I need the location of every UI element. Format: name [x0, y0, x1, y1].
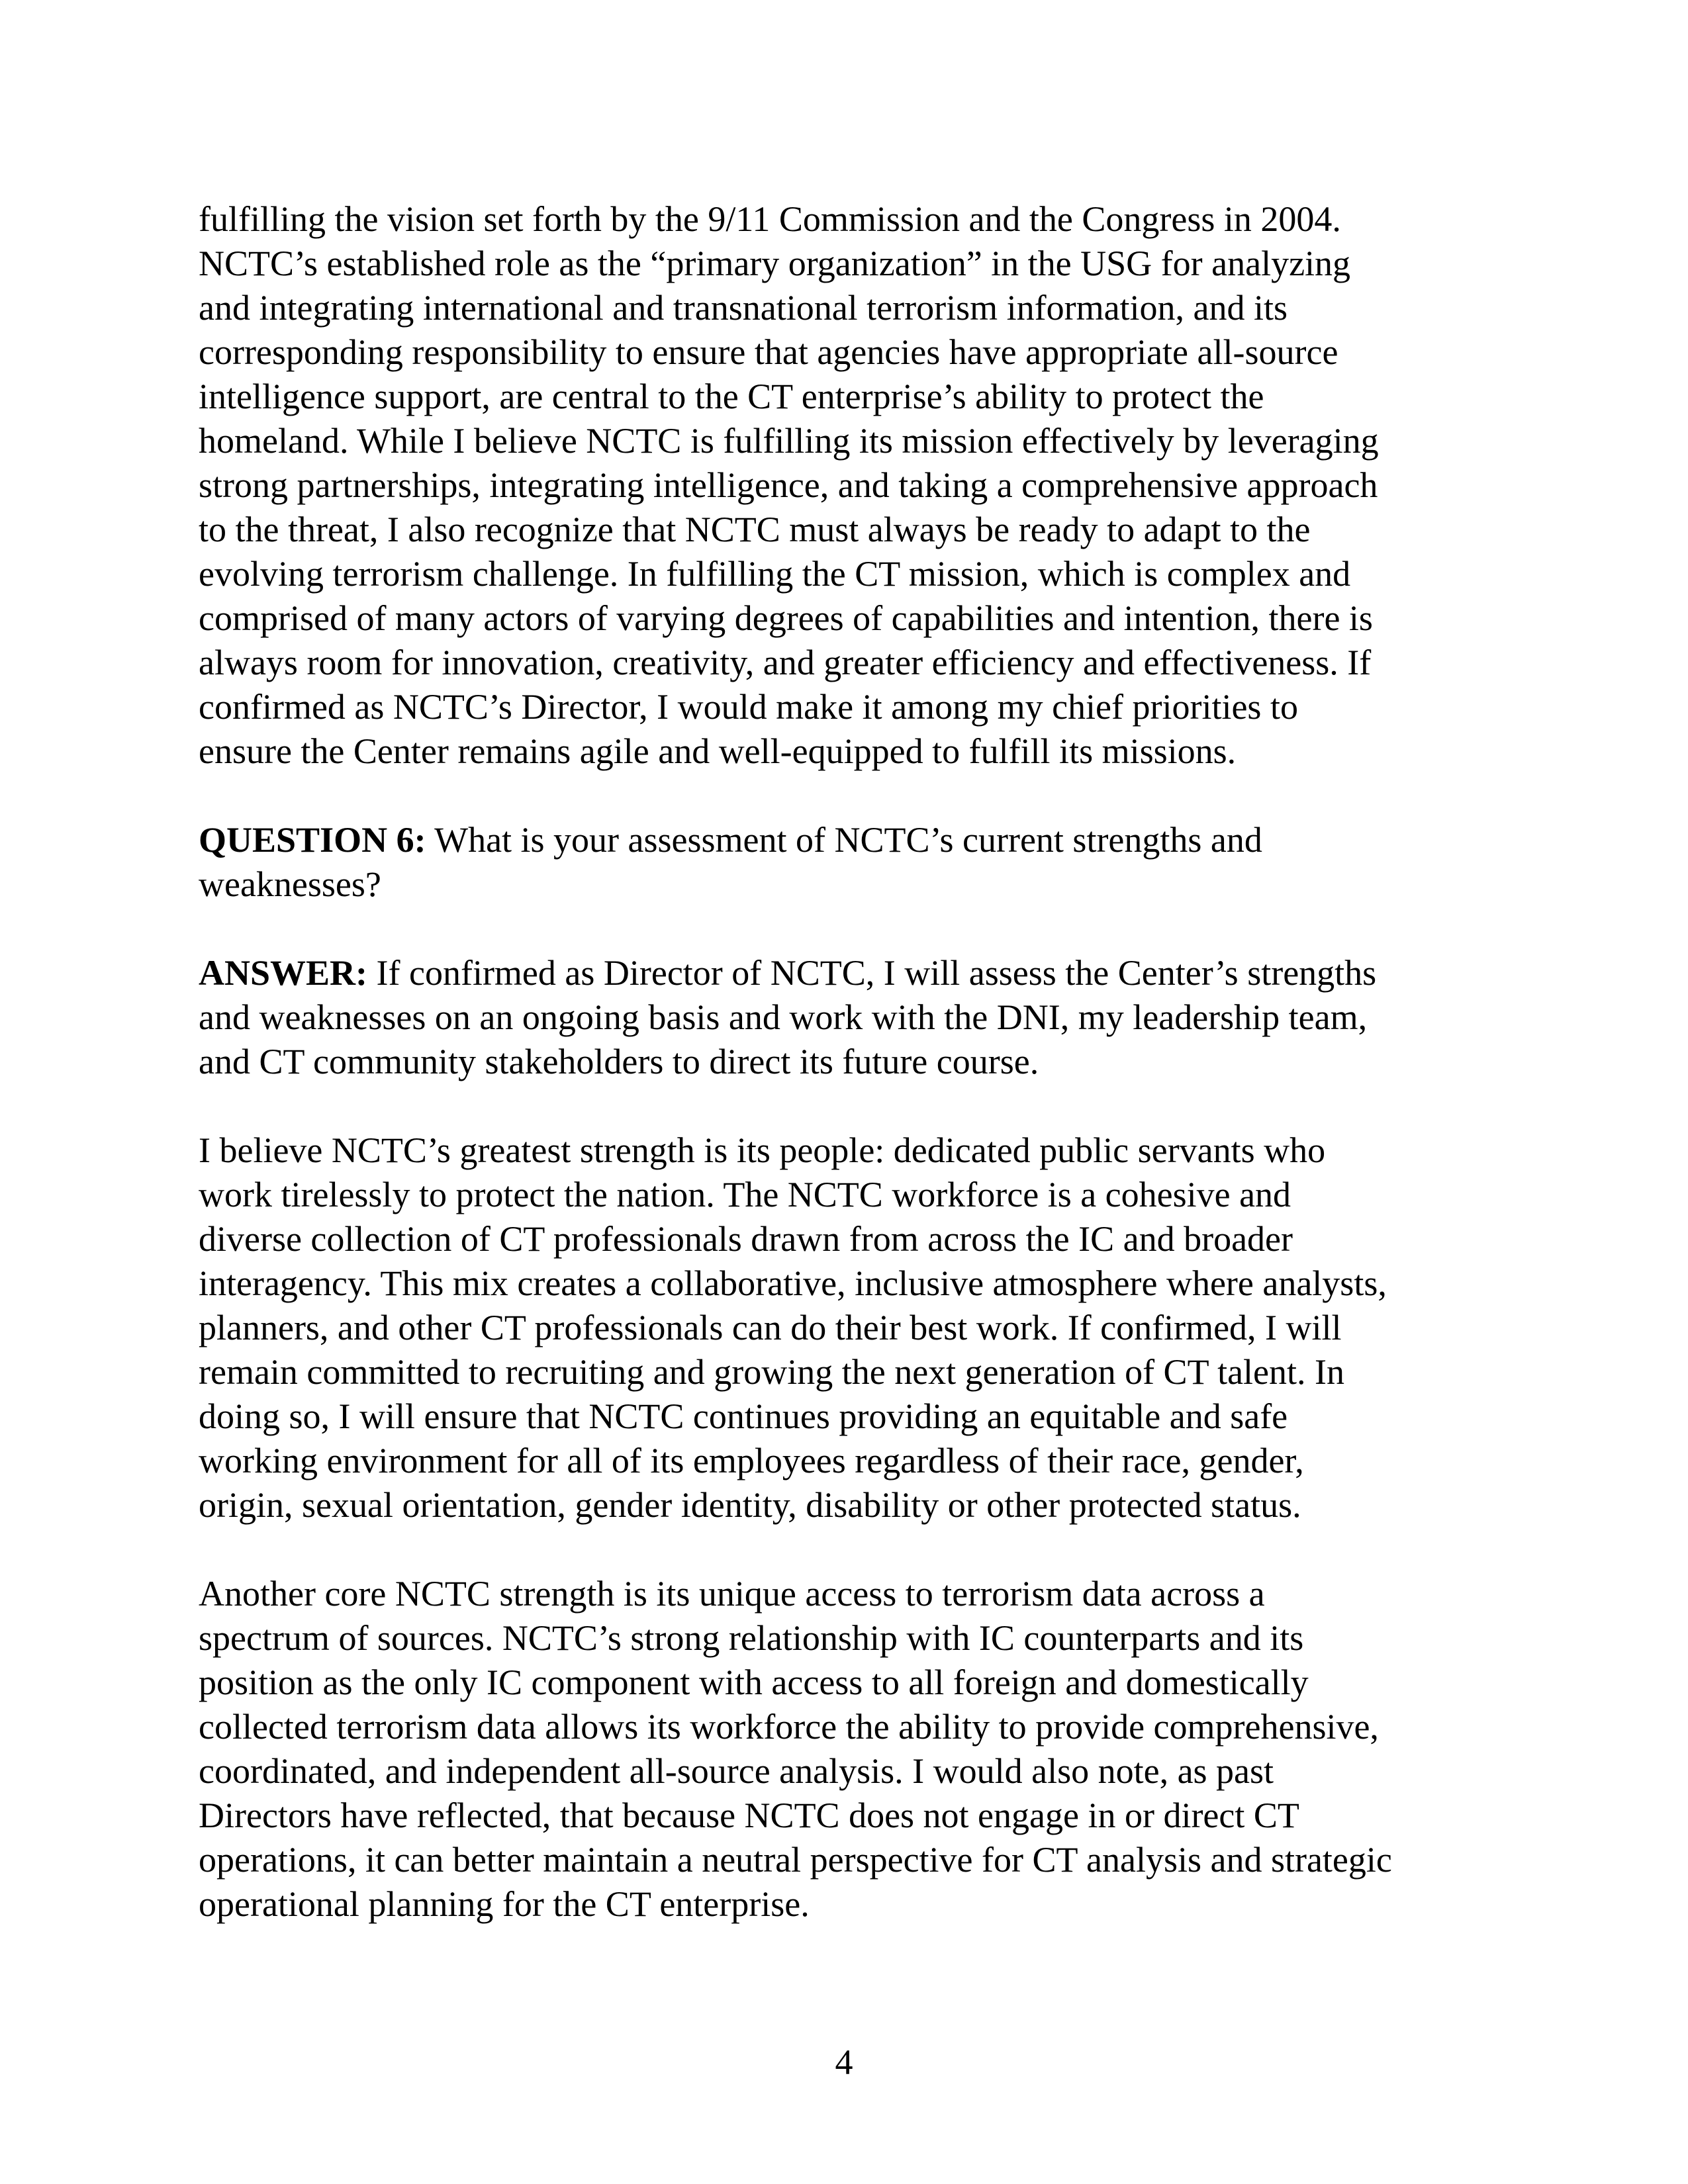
- text-line: I believe NCTC’s greatest strength is its people: dedicated public servants who: [199, 1130, 1326, 1170]
- bold-lead-in: ANSWER:: [199, 953, 368, 993]
- text-line: operations, it can better maintain a neutral perspective for CT analysis and strategic: [199, 1840, 1392, 1880]
- text-line: operational planning for the CT enterprise.: [199, 1884, 810, 1924]
- text-line: origin, sexual orientation, gender identity, disability or other protected status.: [199, 1485, 1301, 1525]
- paragraph: [199, 818, 1493, 907]
- text-line: to the threat, I also recognize that NCTC must always be ready to adapt to the: [199, 510, 1311, 549]
- text-line: homeland. While I believe NCTC is fulfilling its mission effectively by leveraging: [199, 421, 1379, 461]
- text-line: ensure the Center remains agile and well-equipped to fulfill its missions.: [199, 731, 1237, 771]
- text-line: fulfilling the vision set forth by the 9/11 Commission and the Congress in 2004.: [199, 199, 1341, 239]
- text-line: interagency. This mix creates a collaborative, inclusive atmosphere where analysts,: [199, 1263, 1387, 1303]
- text-line: and CT community stakeholders to direct its future course.: [199, 1042, 1039, 1081]
- text-line: collected terrorism data allows its workforce the ability to provide comprehensive,: [199, 1707, 1379, 1747]
- text-line: Directors have reflected, that because NCTC does not engage in or direct CT: [199, 1796, 1299, 1835]
- text-line: NCTC’s established role as the “primary organization” in the USG for analyzing: [199, 244, 1351, 283]
- page-number: 4: [835, 2042, 853, 2082]
- paragraph: [199, 1572, 1493, 1927]
- paragraph: [199, 951, 1493, 1084]
- text-line: planners, and other CT professionals can do their best work. If confirmed, I will: [199, 1308, 1342, 1347]
- text-line: evolving terrorism challenge. In fulfilling the CT mission, which is complex and: [199, 554, 1351, 594]
- bold-lead-in: QUESTION 6:: [199, 820, 426, 860]
- text-line: working environment for all of its employees regardless of their race, gender,: [199, 1441, 1304, 1480]
- text-line: confirmed as NCTC’s Director, I would make it among my chief priorities to: [199, 687, 1298, 727]
- text-line: strong partnerships, integrating intelligence, and taking a comprehensive approach: [199, 465, 1378, 505]
- text-line: intelligence support, are central to the CT enterprise’s ability to protect the: [199, 377, 1264, 416]
- text-line: always room for innovation, creativity, and greater efficiency and effectiveness. If: [199, 643, 1372, 682]
- paragraph: [199, 197, 1493, 774]
- text-line: comprised of many actors of varying degrees of capabilities and intention, there is: [199, 598, 1373, 638]
- text-line: QUESTION 6: What is your assessment of NCTC’s current strengths and: [199, 820, 1262, 860]
- text-line: spectrum of sources. NCTC’s strong relationship with IC counterparts and its: [199, 1618, 1304, 1658]
- text-line: and integrating international and transnational terrorism information, and its: [199, 288, 1288, 328]
- document-body: [199, 197, 1493, 1927]
- text-line: Another core NCTC strength is its unique access to terrorism data across a: [199, 1574, 1265, 1614]
- text-line: coordinated, and independent all-source analysis. I would also note, as past: [199, 1751, 1274, 1791]
- text-line: diverse collection of CT professionals drawn from across the IC and broader: [199, 1219, 1293, 1259]
- text-line: doing so, I will ensure that NCTC continues providing an equitable and safe: [199, 1396, 1288, 1436]
- text-line: and weaknesses on an ongoing basis and work with the DNI, my leadership team,: [199, 997, 1368, 1037]
- text-line: weaknesses?: [199, 864, 381, 904]
- text-line: position as the only IC component with access to all foreign and domestically: [199, 1662, 1309, 1702]
- page-footer: [0, 2040, 1688, 2085]
- text-line: corresponding responsibility to ensure that agencies have appropriate all-source: [199, 332, 1338, 372]
- text-line: ANSWER: If confirmed as Director of NCTC, I will assess the Center’s strengths: [199, 953, 1377, 993]
- paragraph: [199, 1128, 1493, 1527]
- text-line: remain committed to recruiting and growing the next generation of CT talent. In: [199, 1352, 1345, 1392]
- text-line: work tirelessly to protect the nation. The NCTC workforce is a cohesive and: [199, 1175, 1291, 1214]
